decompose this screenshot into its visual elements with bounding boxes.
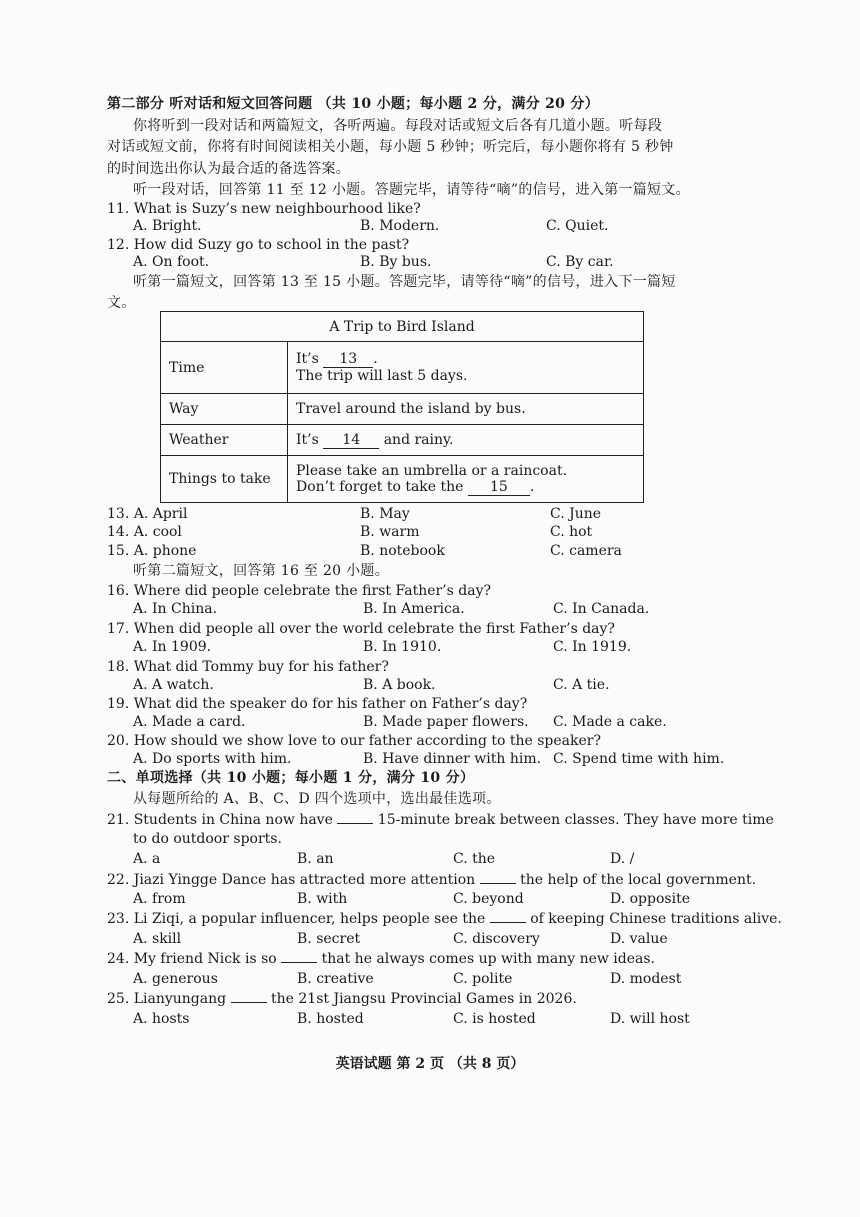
passage2-instruction: 听第二篇短文，回答第 16 至 20 小题。: [133, 563, 390, 579]
q18-option-b: B. A book.: [363, 677, 436, 693]
q23-option-d: D. value: [610, 931, 668, 947]
q15-option-c: C. camera: [550, 543, 622, 559]
question-11-stem: 11. What is Suzy’s new neighbourhood like?: [107, 201, 421, 217]
page-footer: 英语试题 第 2 页 （共 8 页）: [335, 1056, 525, 1072]
time-prefix: It’s: [296, 351, 319, 367]
question-20-stem: 20. How should we show love to our father according to the speaker?: [107, 733, 601, 749]
q11-option-a: A. Bright.: [133, 218, 202, 234]
q23-blank: [490, 922, 526, 923]
q16-option-a: A. In China.: [133, 601, 218, 617]
q11-option-c: C. Quiet.: [546, 218, 609, 234]
q12-option-c: C. By car.: [546, 254, 614, 270]
q20-option-c: C. Spend time with him.: [553, 751, 725, 767]
q19-option-a: A. Made a card.: [133, 714, 246, 730]
things-prefix: Don’t forget to take the: [296, 478, 464, 495]
q24-option-c: C. polite: [453, 971, 513, 987]
question-22-stem: [107, 871, 756, 889]
q22-stem-pre: 22. Jiazi Yingge Dance has attracted more attention: [107, 872, 476, 888]
q24-option-a: A. generous: [133, 971, 218, 987]
q20-option-a: A. Do sports with him.: [133, 751, 292, 767]
q21-stem-cont: to do outdoor sports.: [133, 831, 282, 847]
table-title: A Trip to Bird Island: [161, 312, 644, 342]
q25-stem-post: the 21st Jiangsu Provincial Games in 2026.: [271, 991, 577, 1007]
q24-stem-post: that he always comes up with many new ideas.: [321, 951, 656, 967]
q25-blank: [231, 1002, 267, 1003]
q22-option-c: C. beyond: [453, 891, 524, 907]
q14-option-c: C. hot: [550, 524, 593, 540]
part2-heading: 二、单项选择（共 10 小题；每小题 1 分，满分 10 分）: [107, 770, 475, 786]
trip-table: [160, 311, 644, 503]
q11-option-b: B. Modern.: [360, 218, 440, 234]
q24-option-b: B. creative: [297, 971, 374, 987]
q25-option-d: D. will host: [610, 1011, 690, 1027]
q12-option-a: A. On foot.: [133, 254, 210, 270]
q21-stem-pre: 21. Students in China now have: [107, 812, 333, 828]
q17-option-a: A. In 1909.: [133, 639, 212, 655]
things-suffix: .: [529, 478, 535, 495]
q22-option-b: B. with: [297, 891, 348, 907]
row-value-weather: [288, 425, 644, 456]
question-23-stem: [107, 910, 782, 928]
blank-14: 14: [323, 432, 379, 449]
q21-stem-post: 15-minute break between classes. They have more time: [377, 812, 774, 828]
intro-line-3: 的时间选出你认为最合适的备选答案。: [107, 161, 351, 177]
q19-option-c: C. Made a cake.: [553, 714, 667, 730]
question-18-stem: 18. What did Tommy buy for his father?: [107, 659, 389, 675]
question-16-stem: 16. Where did people celebrate the first Father’s day?: [107, 583, 491, 599]
q23-option-a: A. skill: [133, 931, 182, 947]
section-heading: 第二部分 听对话和短文回答问题 （共 10 小题；每小题 2 分，满分 20 分）: [107, 96, 599, 112]
q13-option-b: B. May: [360, 506, 410, 522]
q23-stem-post: of keeping Chinese traditions alive.: [530, 911, 782, 927]
blank-13: 13: [323, 351, 373, 368]
q15-option-a: 15. A. phone: [107, 543, 197, 559]
question-25-stem: [107, 990, 577, 1008]
row-value-time: [288, 342, 644, 394]
q17-option-c: C. In 1919.: [553, 639, 632, 655]
weather-prefix: It’s: [296, 431, 319, 448]
q21-option-d: D. /: [610, 851, 635, 867]
q21-option-a: A. a: [133, 851, 161, 867]
question-12-stem: 12. How did Suzy go to school in the past?: [107, 237, 410, 253]
passage1-instruction-cont: 文。: [107, 295, 136, 311]
question-17-stem: 17. When did people all over the world celebrate the first Father’s day?: [107, 621, 615, 637]
question-19-stem: 19. What did the speaker do for his father on Father’s day?: [107, 696, 528, 712]
q16-option-b: B. In America.: [363, 601, 465, 617]
q19-option-b: B. Made paper flowers.: [363, 714, 529, 730]
passage1-instruction: 听第一篇短文，回答第 13 至 15 小题。答题完毕，请等待“嘀”的信号，进入下一篇短: [133, 274, 676, 290]
q23-stem-pre: 23. Li Ziqi, a popular influencer, helps people see the: [107, 911, 486, 927]
q17-option-b: B. In 1910.: [363, 639, 442, 655]
question-24-stem: [107, 950, 655, 968]
weather-suffix: and rainy.: [383, 431, 454, 448]
row-value-things: [288, 456, 644, 503]
question-21-stem: [107, 811, 774, 829]
part2-instruction: 从每题所给的 A、B、C、D 四个选项中，选出最佳选项。: [133, 791, 501, 807]
row-value-way: Travel around the island by bus.: [288, 394, 644, 425]
q20-option-b: B. Have dinner with him.: [363, 751, 542, 767]
q14-option-a: 14. A. cool: [107, 524, 182, 540]
intro-line-1: 你将听到一段对话和两篇短文，各听两遍。每段对话或短文后各有几道小题。听每段: [133, 118, 663, 134]
row-label-time: Time: [161, 342, 288, 394]
q13-option-a: 13. A. April: [107, 506, 188, 522]
q25-option-b: B. hosted: [297, 1011, 364, 1027]
q25-stem-pre: 25. Lianyungang: [107, 991, 227, 1007]
q23-option-b: B. secret: [297, 931, 361, 947]
dialog-instruction: 听一段对话，回答第 11 至 12 小题。答题完毕，请等待“嘀”的信号，进入第一篇短文。: [133, 182, 690, 198]
q22-option-a: A. from: [133, 891, 186, 907]
q15-option-b: B. notebook: [360, 543, 445, 559]
q22-stem-post: the help of the local government.: [520, 872, 757, 888]
blank-15: 15: [468, 479, 530, 496]
q22-option-d: D. opposite: [610, 891, 690, 907]
intro-line-2: 对话或短文前，你将有时间阅读相关小题，每小题 5 秒钟；听完后，每小题你将有 5 秒钟: [107, 139, 674, 155]
row-label-things: Things to take: [161, 456, 288, 503]
q18-option-c: C. A tie.: [553, 677, 610, 693]
q16-option-c: C. In Canada.: [553, 601, 650, 617]
q22-blank: [480, 883, 516, 884]
q13-option-c: C. June: [550, 506, 602, 522]
q25-option-c: C. is hosted: [453, 1011, 536, 1027]
time-suffix: .: [373, 351, 378, 367]
q14-option-b: B. warm: [360, 524, 420, 540]
things-line-1: Please take an umbrella or a raincoat.: [296, 462, 568, 479]
q23-option-c: C. discovery: [453, 931, 540, 947]
time-duration: The trip will last 5 days.: [296, 368, 468, 384]
q24-blank: [281, 962, 317, 963]
q21-blank: [337, 823, 373, 824]
q24-stem-pre: 24. My friend Nick is so: [107, 951, 277, 967]
q21-option-b: B. an: [297, 851, 334, 867]
row-label-weather: Weather: [161, 425, 288, 456]
row-label-way: Way: [161, 394, 288, 425]
q24-option-d: D. modest: [610, 971, 682, 987]
q25-option-a: A. hosts: [133, 1011, 190, 1027]
q21-option-c: C. the: [453, 851, 496, 867]
q12-option-b: B. By bus.: [360, 254, 432, 270]
q18-option-a: A. A watch.: [133, 677, 214, 693]
